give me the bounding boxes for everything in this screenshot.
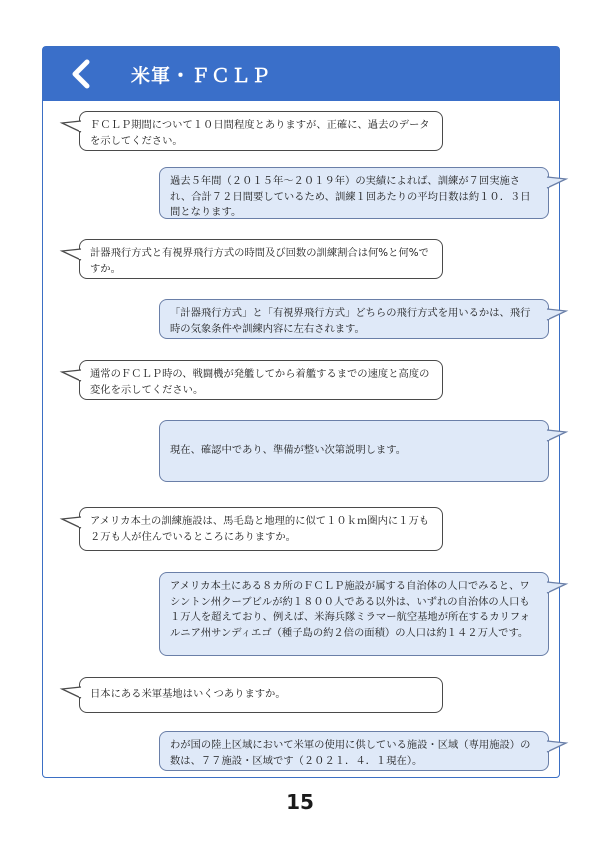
bubble-tail (546, 308, 566, 322)
message-text: 通常のＦＣＬＰ時の、戦闘機が発艦してから着艦するまでの速度と高度の変化を示してください。 (90, 368, 430, 396)
message-text: ＦＣＬＰ期間について１０日間程度とありますが、正確に、過去のデータを示してください。 (90, 119, 430, 147)
bubble-tail (546, 581, 566, 595)
question-bubble (79, 239, 443, 279)
message-text: 日本にある米軍基地はいくつありますか。 (90, 688, 286, 700)
bubble-tail (62, 686, 82, 700)
question-bubble (79, 677, 443, 713)
message-text: 現在、確認中であり、準備が整い次第説明します。 (170, 444, 407, 456)
bubble-tail (546, 176, 566, 190)
header-bar (43, 47, 559, 101)
bubble-tail (62, 120, 82, 134)
message-text: アメリカ本土にある８カ所のＦＣＬＰ施設が属する自治体の人口でみると、ワシントン州クーブビルが約１８００人である以外は、いずれの自治体の人口も１万人を超えており、例えば、米海兵隊ミラマー航空基地が所在するカリフォルニア州サンディエゴ（種子島の約２倍の面積）の人口は約１４２万人です。 (170, 580, 530, 639)
question-bubble (79, 507, 443, 551)
bubble-tail (546, 740, 566, 754)
bubble-tail (62, 516, 82, 530)
bubble-tail (546, 429, 566, 443)
page-title: 米軍・ＦＣＬＰ (131, 65, 272, 87)
page-number: 15 (286, 790, 314, 814)
answer-bubble (159, 299, 549, 339)
chevron-left-icon[interactable] (67, 59, 97, 89)
question-bubble (79, 360, 443, 400)
question-bubble (79, 111, 443, 151)
message-text: 計器飛行方式と有視界飛行方式の時間及び回数の訓練割合は何%と何%ですか。 (90, 247, 429, 275)
message-text: わが国の陸上区域において米軍の使用に供している施設・区域（専用施設）の数は、７７施設・区域です（２０２１．４．１現在）。 (170, 739, 531, 767)
bubble-tail (62, 369, 82, 383)
message-text: 過去５年間（２０１５年～２０１９年）の実績によれば、訓練が７回実施され、合計７２日間要しているため、訓練１回あたりの平均日数は約１０．３日間となります。 (170, 175, 531, 218)
bubble-tail (62, 248, 82, 262)
answer-bubble (159, 167, 549, 219)
answer-bubble (159, 420, 549, 482)
answer-bubble (159, 572, 549, 656)
message-text: アメリカ本土の訓練施設は、馬毛島と地理的に似て１０ｋｍ圏内に１万も２万も人が住んでいるところにありますか。 (90, 515, 430, 543)
message-text: 「計器飛行方式」と「有視界飛行方式」どちらの飛行方式を用いるかは、飛行時の気象条件や訓練内容に左右されます。 (170, 307, 531, 335)
chat-frame (42, 46, 560, 778)
answer-bubble (159, 731, 549, 771)
